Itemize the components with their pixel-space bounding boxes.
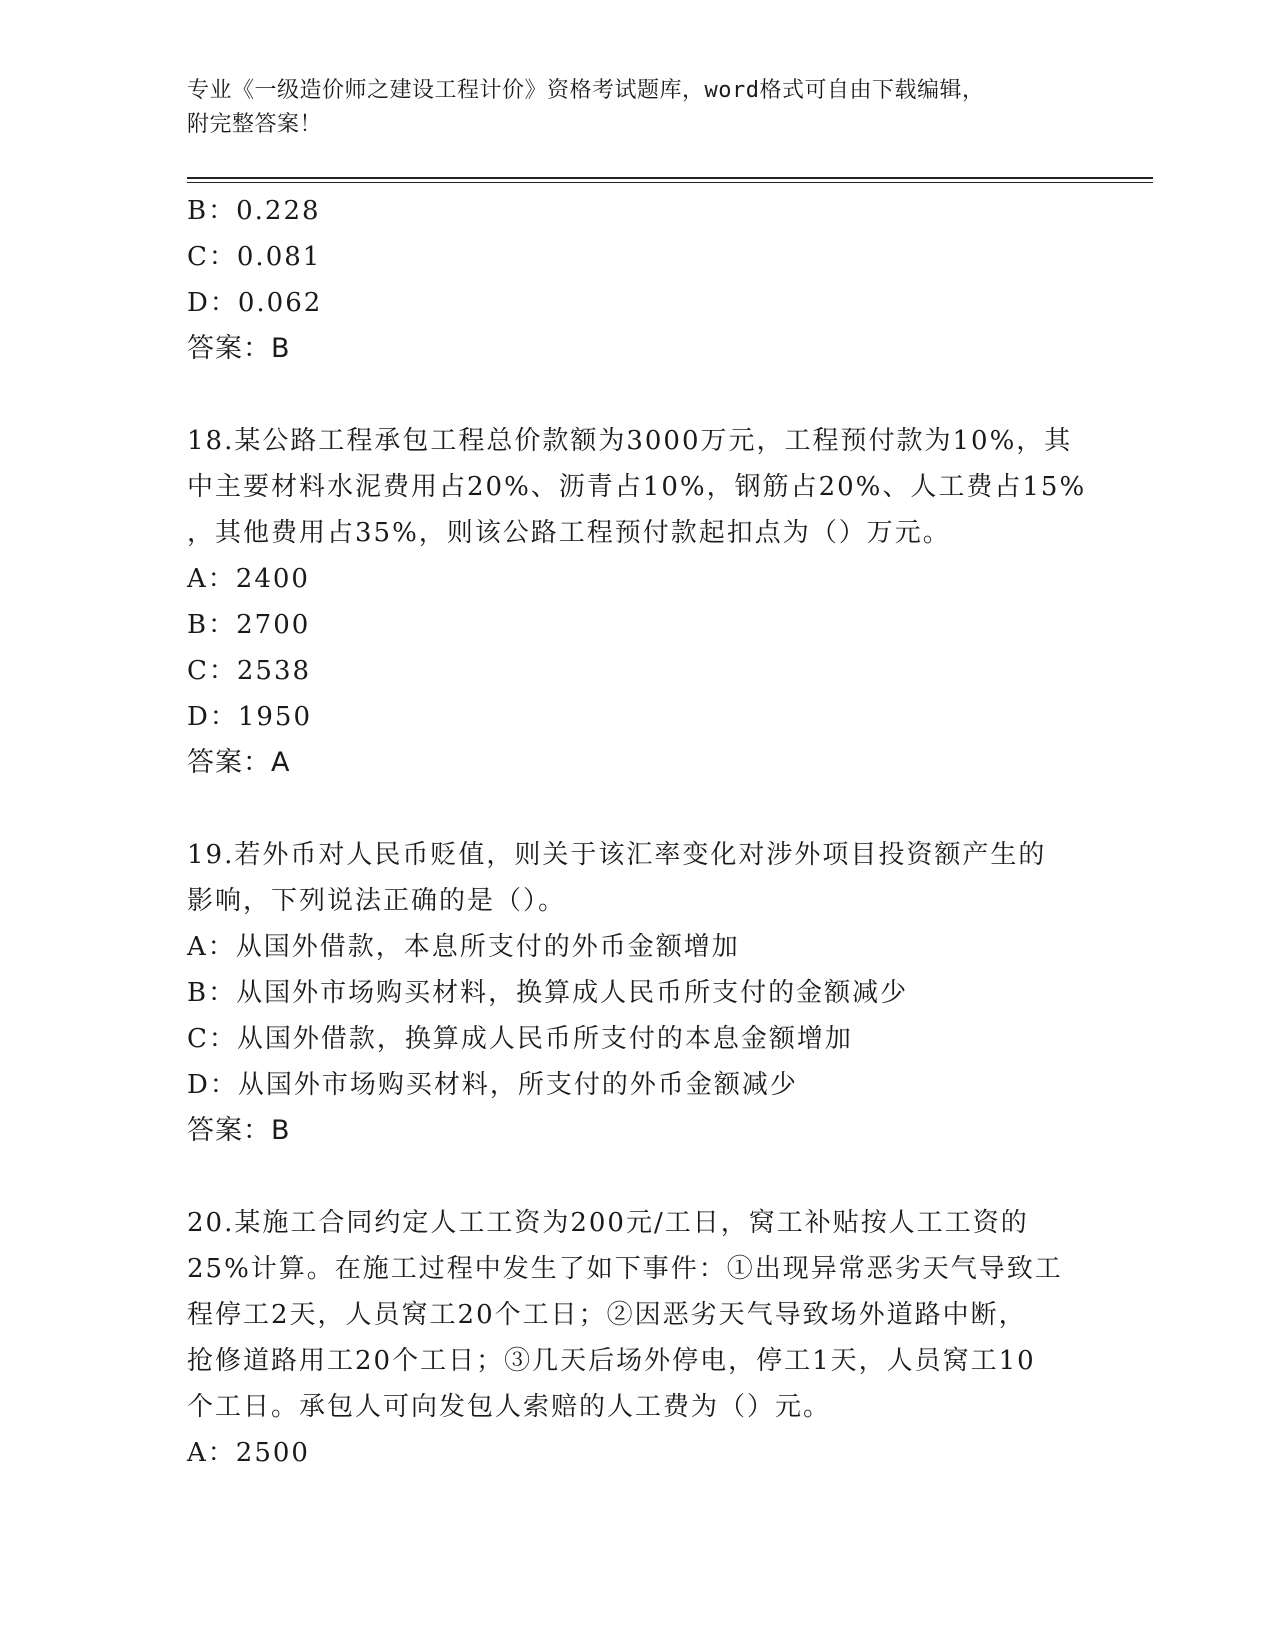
question-text-line: 个工日。承包人可向发包人索赔的人工费为（）元。: [187, 1392, 832, 1422]
spacer: [187, 372, 1087, 418]
header-title-line-2: 附完整答案！: [187, 112, 323, 137]
option-d: D：1950: [187, 702, 313, 732]
question-18: [187, 418, 1087, 786]
option-b: B：2700: [187, 610, 311, 640]
spacer: [187, 1154, 1087, 1200]
question-19: [187, 832, 1087, 1154]
question-text-line: 抢修道路用工20个工日；③几天后场外停电，停工1天，人员窝工10: [187, 1346, 1036, 1376]
option-d: D：0.062: [187, 288, 323, 318]
question-content: [187, 188, 1087, 1476]
question-text-line: 20.某施工合同约定人工工资为200元/工日，窝工补贴按人工工资的: [187, 1208, 1029, 1238]
option-a: A：2400: [187, 564, 310, 594]
question-text-line: 影响，下列说法正确的是（）。: [187, 886, 567, 916]
question-text-line: 19.若外币对人民币贬值，则关于该汇率变化对涉外项目投资额产生的: [187, 840, 1047, 870]
question-text-line: 25%计算。在施工过程中发生了如下事件：①出现异常恶劣天气导致工: [187, 1254, 1063, 1284]
option-b: B：0.228: [187, 196, 321, 226]
option-b: B：从国外市场购买材料，换算成人民币所支付的金额减少: [187, 978, 909, 1008]
option-c: C：0.081: [187, 242, 322, 272]
question-text-line: 18.某公路工程承包工程总价款额为3000万元，工程预付款为10%，其: [187, 426, 1073, 456]
option-c: C：2538: [187, 656, 312, 686]
answer-line: 答案：B: [187, 1115, 291, 1146]
answer-line: 答案：A: [187, 747, 291, 778]
header-divider-thin: [187, 182, 1153, 183]
spacer: [187, 786, 1087, 832]
option-d: D：从国外市场购买材料，所支付的外币金额减少: [187, 1070, 798, 1100]
option-c: C：从国外借款，换算成人民币所支付的本息金额增加: [187, 1024, 853, 1054]
option-a: A：2500: [187, 1438, 310, 1468]
answer-line: 答案：B: [187, 333, 291, 364]
header-divider: [187, 177, 1153, 179]
question-text-line: ，其他费用占35%，则该公路工程预付款起扣点为（）万元。: [187, 518, 951, 548]
question-17-tail: [187, 188, 1087, 372]
page-header: [187, 74, 1067, 142]
question-20: [187, 1200, 1087, 1476]
option-a: A：从国外借款，本息所支付的外币金额增加: [187, 932, 740, 962]
header-title-line-1: 专业《一级造价师之建设工程计价》资格考试题库，word格式可自由下载编辑，: [187, 78, 985, 103]
question-text-line: 中主要材料水泥费用占20%、沥青占10%，钢筋占20%、人工费占15%: [187, 472, 1087, 502]
question-text-line: 程停工2天，人员窝工20个工日；②因恶劣天气导致场外道路中断，: [187, 1300, 1027, 1330]
